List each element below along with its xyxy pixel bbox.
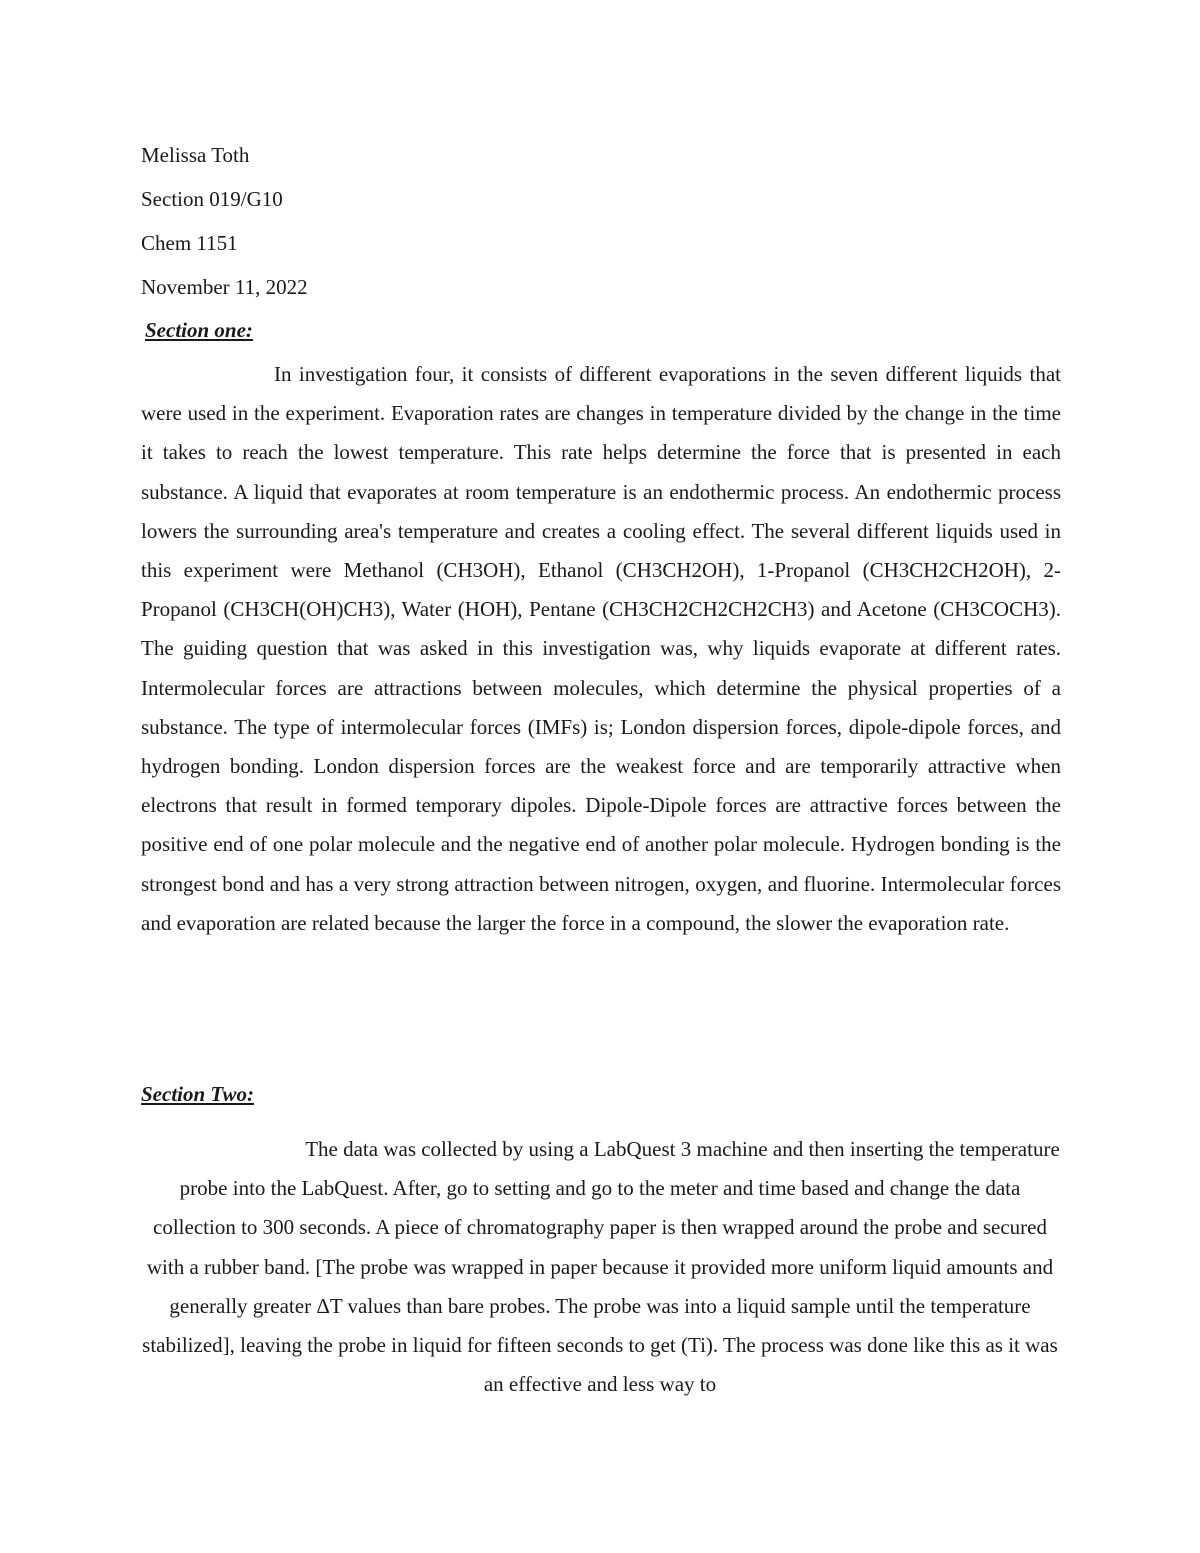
section-one-heading: Section one: <box>145 318 253 342</box>
section-one-paragraph: In investigation four, it consists of different evaporations in the seven different liquids that were used in the experiment. Evaporation rates are changes in temperature divided by the change in the time it takes to reach the lowest temperature. This rate helps determine the force that is presented in each substance. A liquid that evaporates at room temperature is an endothermic process. An endothermic process lowers the surrounding area's temperature and creates a cooling effect. The several different liquids used in this experiment were Methanol (CH3OH), Ethanol (CH3CH2OH), 1-Propanol (CH3CH2CH2OH), 2-Propanol (CH3CH(OH)CH3), Water (HOH), Pentane (CH3CH2CH2CH2CH3) and Acetone (CH3COCH3). The guiding question that was asked in this investigation was, why liquids evaporate at different rates. Intermolecular forces are attractions between molecules, which determine the physical properties of a substance. The type of intermolecular forces (IMFs) is; London dispersion forces, dipole-dipole forces, and hydrogen bonding. London dispersion forces are the weakest force and are temporarily attractive when electrons that result in formed temporary dipoles. Dipole-Dipole forces are attractive forces between the positive end of one polar molecule and the negative end of another polar molecule. Hydrogen bonding is the strongest bond and has a very strong attraction between nitrogen, oxygen, and fluorine. Intermolecular forces and evaporation are related because the larger the force in a compound, the slower the evaporation rate. <box>141 362 1061 935</box>
class-section: Section 019/G10 <box>141 187 283 211</box>
section-two-heading: Section Two: <box>141 1082 254 1106</box>
course-name: Chem 1151 <box>141 231 238 255</box>
section-two-text: The data was collected by using a LabQuest 3 machine and then inserting the temperature probe into the LabQuest. After, go to setting and go to the meter and time based and change the data collection to 300 seconds. A piece of chromatography paper is then wrapped around the probe and secured with a rubber band. [The probe was wrapped in paper because it provided more uniform liquid amounts and generally greater ΔT values than bare probes. The probe was into a liquid sample until the temperature stabilized], leaving the probe in liquid for fifteen seconds to get (Ti). The process was done like this as it was an effective and less way to <box>142 1137 1060 1397</box>
document-date: November 11, 2022 <box>141 275 308 299</box>
author-name: Melissa Toth <box>141 143 250 167</box>
section-two-paragraph <box>138 1130 1062 1404</box>
